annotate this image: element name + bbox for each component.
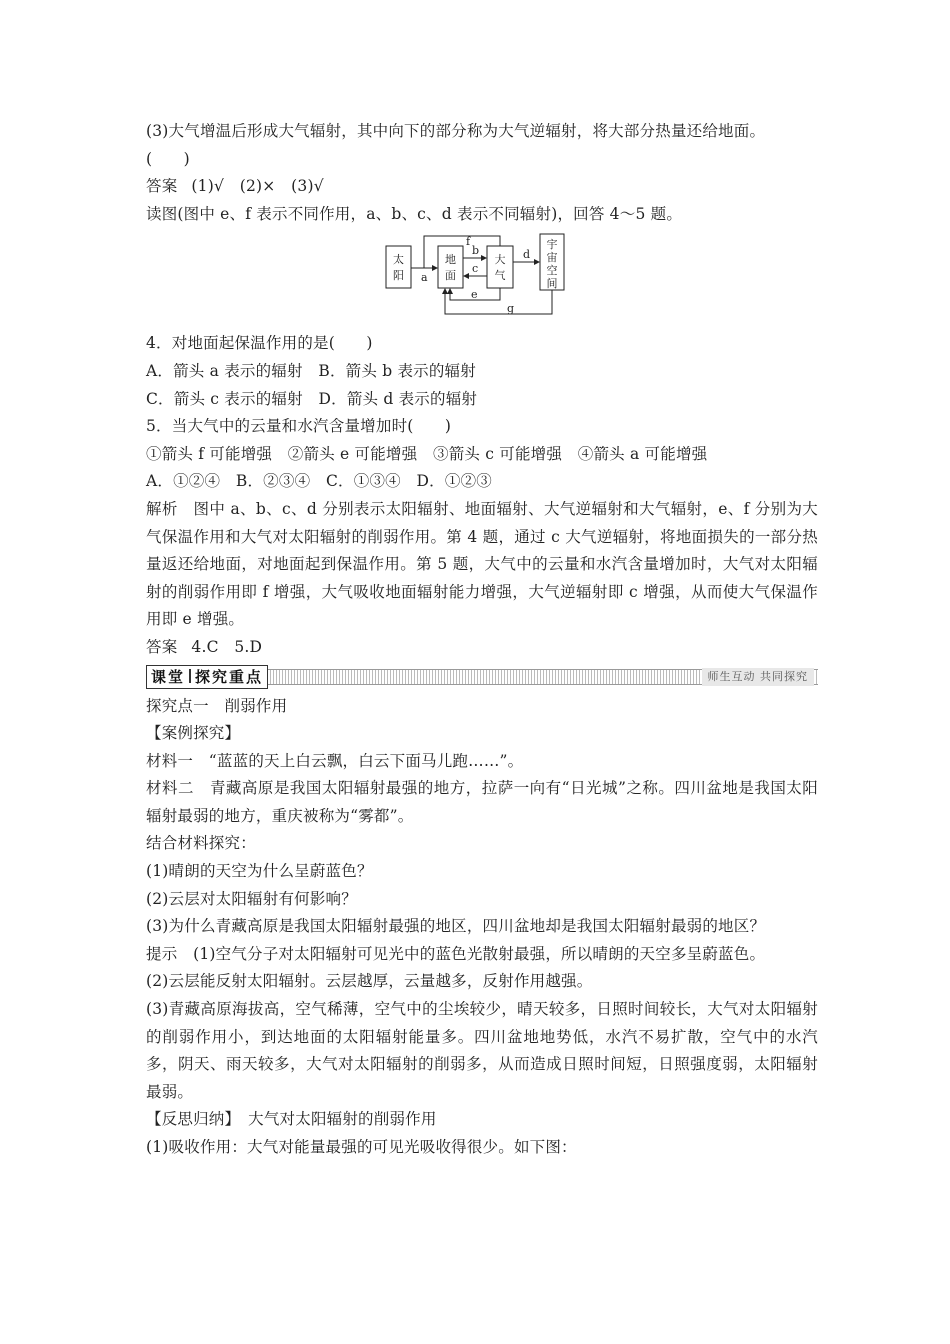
analysis-paragraph: 解析 图中 a、b、c、d 分别表示太阳辐射、地面辐射、大气逆辐射和大气辐射，e、f 分别为大气保温作用和大气对太阳辐射的削弱作用。第 4 题，通过 c 大气逆辐射，将地面损失的一部分热量返还给地面，对地面起到保温作用。第 5 题，大气中的云量和水汽含量增加时，大气对太阳辐射的削弱作用即 f 增强，大气吸收地面辐射能力增强，大气逆辐射即 c 增强，从而使大气保温作用即 e 增强。 <box>146 499 818 629</box>
arrow-g <box>445 289 552 314</box>
radiation-diagram-svg <box>383 232 567 322</box>
explore-question-2: (2)云层对太阳辐射有何影响？ <box>146 889 357 908</box>
sun-label-1: 太 <box>393 253 404 267</box>
space-label-3: 空 <box>546 264 558 278</box>
answer-label: 答案 <box>146 637 178 656</box>
label-b: b <box>472 244 480 258</box>
figure-instruction: 读图(图中 e、f 表示不同作用，a、b、c、d 表示不同辐射)，回答 4～5 题。 <box>146 204 683 223</box>
explore-point-heading: 探究点一 削弱作用 <box>146 696 288 715</box>
label-a: a <box>421 271 428 285</box>
space-label-2: 宙 <box>546 251 558 265</box>
arrow-f <box>424 236 500 268</box>
hint-3: (3)青藏高原海拔高，空气稀薄，空气中的尘埃较少，晴天较多，日照时间较长，大气对太阳辐射的削弱作用小，到达地面的太阳辐射能量多。四川盆地地势低，水汽不易扩散，空气中的水汽多，阴天、雨天较多，大气对太阳辐射的削弱多，从而造成日照时间短，日照强度弱，太阳辐射最弱。 <box>146 1000 818 1101</box>
ground-label-2: 面 <box>445 269 456 283</box>
sun-label-2: 阳 <box>393 269 404 283</box>
explore-question-1: (1)晴朗的天空为什么呈蔚蓝色？ <box>146 862 373 881</box>
label-g: g <box>507 302 515 316</box>
label-e: e <box>471 288 478 302</box>
answer-line-1 <box>146 173 818 201</box>
radiation-diagram <box>146 232 818 324</box>
material-2: 材料二 青藏高原是我国太阳辐射最强的地方，拉萨一向有“日光城”之称。四川盆地是我国太阳辐射最弱的地方，重庆被称为“雾都”。 <box>146 779 818 825</box>
question-5-options: A．①②④ B．②③④ C．①③④ D．①②③ <box>146 472 492 491</box>
section-title <box>146 665 268 689</box>
space-label-1: 宇 <box>546 238 558 252</box>
combine-prompt: 结合材料探究： <box>146 834 256 853</box>
hint-1: 提示 (1)空气分子对太阳辐射可见光中的蓝色光散射最强，所以晴朗的天空多呈蔚蓝色。 <box>146 944 766 963</box>
reflect-heading: 【反思归纳】 大气对太阳辐射的削弱作用 <box>146 1110 437 1129</box>
question-4-options-ab: A．箭头 a 表示的辐射 B．箭头 b 表示的辐射 <box>146 361 476 380</box>
question-4-stem: 4．对地面起保温作用的是( ) <box>146 334 373 353</box>
question-5-items: ①箭头 f 可能增强 ②箭头 e 可能增强 ③箭头 c 可能增强 ④箭头 a 可能增强 <box>146 444 708 463</box>
section-header-bar <box>146 665 818 689</box>
answer-values: 4.C 5.D <box>191 637 263 656</box>
case-heading: 【案例探究】 <box>146 724 241 743</box>
label-f: f <box>466 235 471 249</box>
document-page <box>146 118 818 1162</box>
question-4-options-cd: C．箭头 c 表示的辐射 D．箭头 d 表示的辐射 <box>146 389 478 408</box>
answer-label: 答案 <box>146 177 178 196</box>
answer-blank: ( ) <box>146 149 190 168</box>
absorb-statement: (1)吸收作用：大气对能量最强的可见光吸收得很少。如下图： <box>146 1138 577 1156</box>
explore-question-3: (3)为什么青藏高原是我国太阳辐射最强的地区，四川盆地却是我国太阳辐射最弱的地区？ <box>146 917 766 936</box>
answer-line-2 <box>146 634 818 662</box>
section-tag: 师生互动 共同探究 <box>702 668 815 686</box>
hint-2: (2)云层能反射太阳辐射。云层越厚，云量越多，反射作用越强。 <box>146 972 593 991</box>
question-3-statement: (3)大气增温后形成大气辐射，其中向下的部分称为大气逆辐射，将大部分热量还给地面。 <box>146 122 766 140</box>
atmosphere-label-2: 气 <box>494 269 506 283</box>
space-label-4: 间 <box>546 277 558 291</box>
section-title-a: 课堂 <box>151 667 186 686</box>
label-c: c <box>472 262 479 276</box>
section-separator <box>189 669 191 683</box>
material-1: 材料一 “蓝蓝的天上白云飘，白云下面马儿跑……”。 <box>146 751 524 770</box>
label-d: d <box>523 248 531 262</box>
question-5-stem: 5．当大气中的云量和水汽含量增加时( ) <box>146 417 452 436</box>
section-title-b: 探究重点 <box>195 667 264 686</box>
answer-values: (1)√ (2)× (3)√ <box>191 177 324 196</box>
atmosphere-label-1: 大 <box>494 253 506 267</box>
ground-label-1: 地 <box>445 253 456 267</box>
